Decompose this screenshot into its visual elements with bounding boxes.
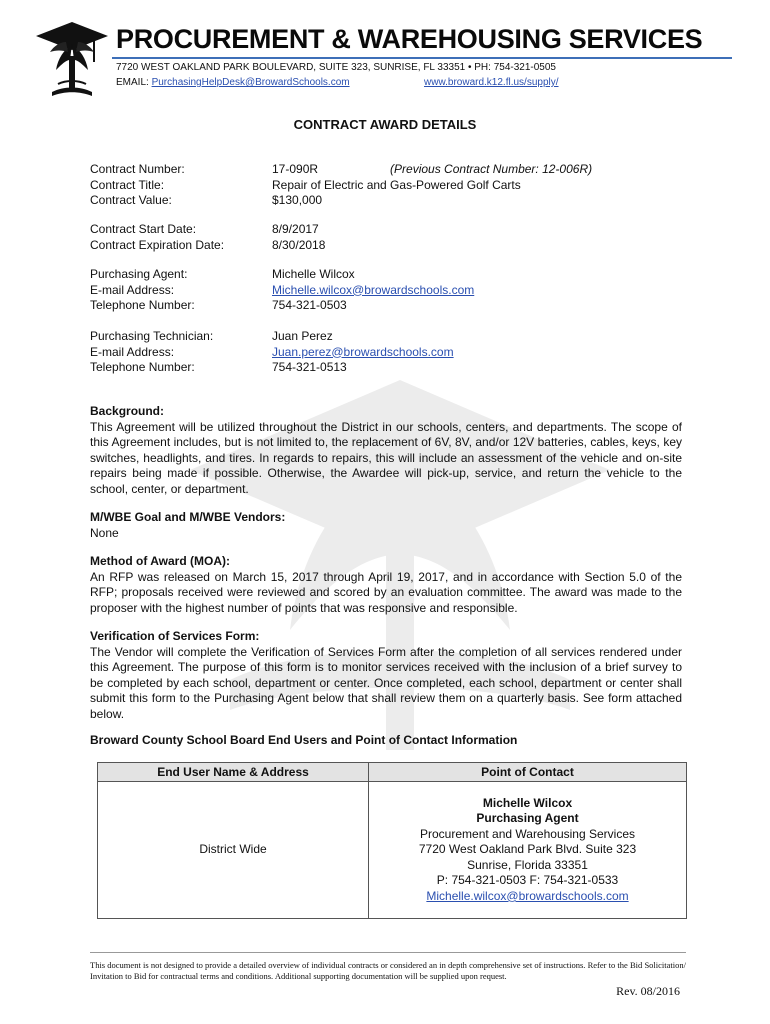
contact-name: Michelle Wilcox	[482, 795, 573, 810]
poc-section	[90, 733, 682, 749]
revision-label: Rev. 08/2016	[616, 984, 680, 998]
end-user-cell: District Wide	[98, 782, 369, 919]
contact-title: Purchasing Agent	[476, 811, 579, 826]
technician-name: Juan Perez	[272, 329, 333, 343]
contact-department: Procurement and Warehousing Services	[420, 826, 635, 841]
verification-section	[90, 629, 682, 722]
technician-phone-label: Telephone Number:	[90, 360, 195, 374]
contract-value-value: $130,000	[272, 193, 323, 207]
district-logo-icon	[36, 20, 108, 98]
contact-cell	[369, 782, 687, 919]
header-title: PROCUREMENT & WAREHOUSING SERVICES	[116, 24, 703, 54]
contract-number-value: 17-090R	[272, 162, 319, 176]
contact-city: Sunrise, Florida 33351	[467, 857, 588, 872]
header-email-line	[116, 77, 350, 88]
agent-phone-label: Telephone Number:	[90, 298, 195, 312]
poc-col-end-user: End User Name & Address	[98, 763, 369, 782]
mwbe-heading: M/WBE Goal and M/WBE Vendors:	[90, 510, 286, 524]
technician-phone: 754-321-0513	[272, 360, 347, 374]
contract-title-label: Contract Title:	[90, 177, 165, 192]
table-row	[98, 782, 687, 919]
agent-phone: 754-321-0503	[272, 298, 347, 312]
poc-col-contact: Point of Contact	[369, 763, 687, 782]
agent-name: Michelle Wilcox	[272, 267, 355, 281]
background-section	[90, 404, 682, 497]
contact-address: 7720 West Oakland Park Blvd. Suite 323	[418, 842, 637, 857]
header-divider	[112, 57, 732, 59]
contract-info-block	[90, 162, 592, 209]
mwbe-section	[90, 510, 682, 541]
technician-email-link[interactable]: Juan.perez@browardschools.com	[272, 344, 454, 359]
poc-table	[97, 762, 687, 919]
header-email-prefix: EMAIL:	[116, 77, 152, 88]
start-date-value: 8/9/2017	[272, 222, 319, 236]
agent-email-label: E-mail Address:	[90, 282, 175, 297]
background-text: This Agreement will be utilized throughout the District in our schools, centers, and departments. The scope of this Agreement includes, but is not limited to, the replacement of 6V, 8V, and/or 12V batteries, cables, keys, key switches, headlights, and tires. In regards to repairs, this will include an assessment of the vehicle and on-site repairs being made if possible. Otherwise, the Awardee will pick-up, service, and return the vehicle to the school, center, or department.	[90, 419, 682, 496]
purchasing-technician-block	[90, 329, 454, 376]
header-address: 7720 WEST OAKLAND PARK BOULEVARD, SUITE 323, SUNRISE, FL 33351 • PH: 754-321-0505	[116, 62, 556, 73]
technician-role-label: Purchasing Technician:	[90, 329, 214, 343]
start-date-label: Contract Start Date:	[90, 222, 197, 236]
contact-email-link[interactable]: Michelle.wilcox@browardschools.com	[426, 888, 629, 903]
contract-number-label: Contract Number:	[90, 162, 185, 176]
contract-title-value: Repair of Electric and Gas-Powered Golf Carts	[272, 177, 521, 192]
technician-email-label: E-mail Address:	[90, 344, 175, 359]
contact-phone: P: 754-321-0503 F: 754-321-0533	[436, 873, 619, 888]
document-title: CONTRACT AWARD DETAILS	[293, 117, 477, 132]
mwbe-text: None	[90, 525, 119, 540]
verification-heading: Verification of Services Form:	[90, 629, 260, 643]
expiration-date-label: Contract Expiration Date:	[90, 237, 225, 252]
agent-email-link[interactable]: Michelle.wilcox@browardschools.com	[272, 282, 475, 297]
moa-heading: Method of Award (MOA):	[90, 554, 230, 568]
expiration-date-value: 8/30/2018	[272, 237, 326, 252]
agent-role-label: Purchasing Agent:	[90, 267, 188, 281]
moa-section	[90, 554, 682, 616]
header-email-link[interactable]: PurchasingHelpDesk@BrowardSchools.com	[151, 77, 350, 88]
moa-text: An RFP was released on March 15, 2017 through April 19, 2017, and in accordance with Section 5.0 of the RFP; proposals received were reviewed and scored by an evaluation committee. The award was made to the proposer with the highest number of points that was responsive and responsible.	[90, 569, 682, 615]
verification-text: The Vendor will complete the Verification of Services Form after the completion of all services rendered under this Agreement. The purpose of this form is to monitor services received with the inclusion of a brief survey to be completed by each school, department or center. Once completed, each school, department or center shall submit this form to the Purchasing Agent below that shall review them on a quarterly basis. See form attached below.	[90, 644, 682, 721]
footer-disclaimer: This document is not designed to provide a detailed overview of individual contracts or considered an in depth comprehensive set of instructions. Refer to the Bid Solicitation/ Invitation to Bid for contractual terms and conditions. Additional supporting documentation will be supplied upon request.	[90, 960, 686, 981]
poc-heading: Broward County School Board End Users and Point of Contact Information	[90, 733, 518, 747]
header-website-link[interactable]: www.broward.k12.fl.us/supply/	[424, 77, 559, 88]
purchasing-agent-block	[90, 267, 474, 314]
background-heading: Background:	[90, 404, 165, 418]
contract-dates-block	[90, 222, 325, 253]
previous-contract-number: (Previous Contract Number: 12-006R)	[390, 162, 593, 176]
footer-divider	[90, 952, 686, 953]
contract-value-label: Contract Value:	[90, 193, 172, 207]
